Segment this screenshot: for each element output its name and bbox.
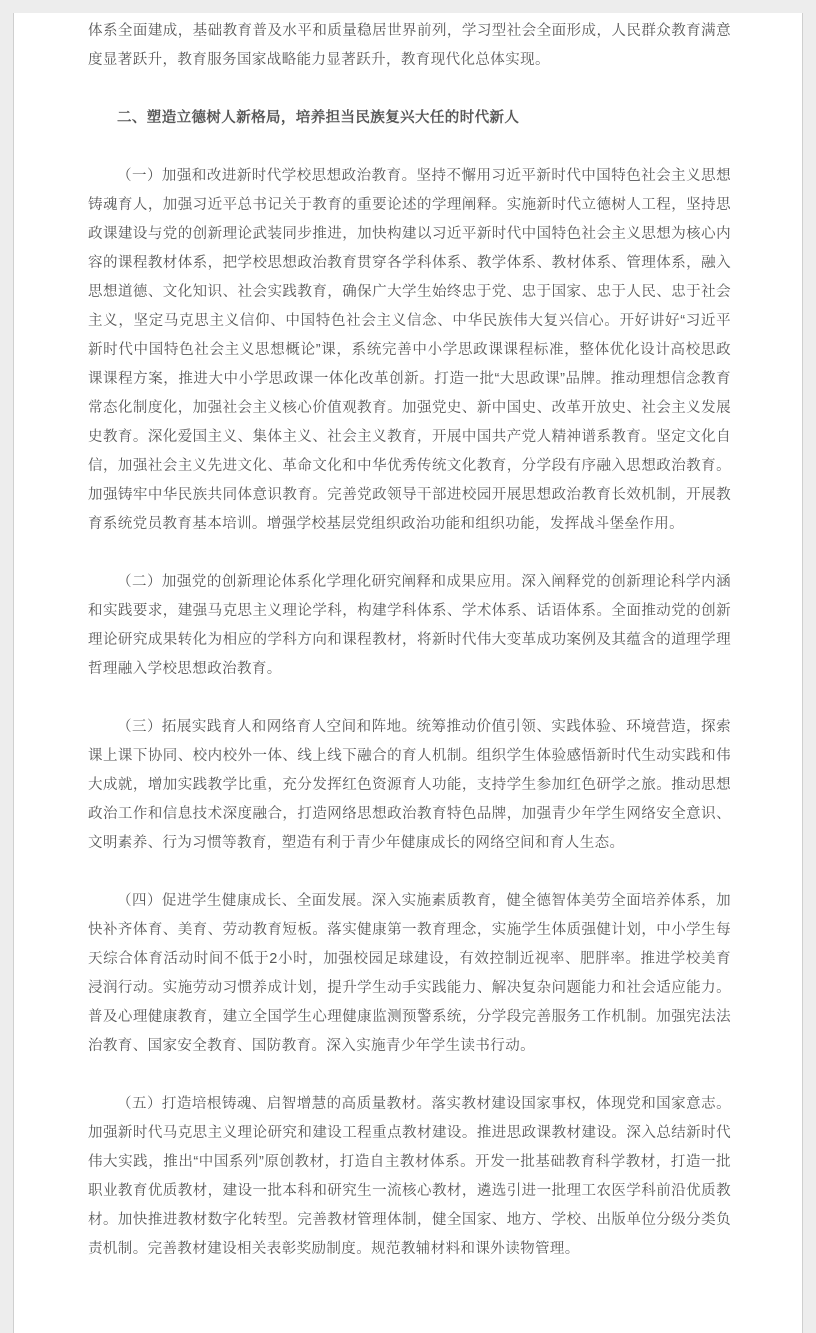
paragraph-continuation: 体系全面建成，基础教育普及水平和质量稳居世界前列，学习型社会全面形成，人民群众教育满意度显著跃升，教育服务国家战略能力显著跃升，教育现代化总体实现。	[88, 23, 731, 68]
paragraph-5: （五）打造培根铸魂、启智增慧的高质量教材。落实教材建设国家事权，体现党和国家意志。加强新时代马克思主义理论研究和建设工程重点教材建设。推进思政课教材建设。深入总结新时代伟大实践，推出“中国系列”原创教材，打造自主教材体系。开发一批基础教育科学教材，打造一批职业教育优质教材，建设一批本科和研究生一流核心教材，遴选引进一批理工农医学科前沿优质教材。加快推进教材数字化转型。完善教材管理体制，健全国家、地方、学校、出版单位分级分类负责机制。完善教材建设相关表彰奖励制度。规范教辅材料和课外读物管理。	[88, 1096, 731, 1257]
document-page	[13, 13, 803, 1333]
paragraph-4: （四）促进学生健康成长、全面发展。深入实施素质教育，健全德智体美劳全面培养体系，加快补齐体育、美育、劳动教育短板。落实健康第一教育理念，实施学生体质强健计划，中小学生每天综合体育活动时间不低于2小时，加强校园足球建设，有效控制近视率、肥胖率。推进学校美育浸润行动。实施劳动习惯养成计划，提升学生动手实践能力、解决复杂问题能力和社会适应能力。普及心理健康教育，建立全国学生心理健康监测预警系统，分学段完善服务工作机制。加强宪法法治教育、国家安全教育、国防教育。深入实施青少年学生读书行动。	[88, 893, 731, 1054]
paragraph-3: （三）拓展实践育人和网络育人空间和阵地。统筹推动价值引领、实践体验、环境营造，探索课上课下协同、校内校外一体、线上线下融合的育人机制。组织学生体验感悟新时代生动实践和伟大成就，增加实践教学比重，充分发挥红色资源育人功能，支持学生参加红色研学之旅。推动思想政治工作和信息技术深度融合，打造网络思想政治教育特色品牌，加强青少年学生网络安全意识、文明素养、行为习惯等教育，塑造有利于青少年健康成长的网络空间和育人生态。	[88, 719, 731, 851]
section-heading: 二、塑造立德树人新格局，培养担当民族复兴大任的时代新人	[117, 110, 520, 126]
paragraph-2: （二）加强党的创新理论体系化学理化研究阐释和成果应用。深入阐释党的创新理论科学内涵和实践要求，建强马克思主义理论学科，构建学科体系、学术体系、话语体系。全面推动党的创新理论研究成果转化为相应的学科方向和课程教材，将新时代伟大变革成功案例及其蕴含的道理学理哲理融入学校思想政治教育。	[88, 574, 731, 677]
paragraph-1: （一）加强和改进新时代学校思想政治教育。坚持不懈用习近平新时代中国特色社会主义思想铸魂育人，加强习近平总书记关于教育的重要论述的学理阐释。实施新时代立德树人工程，坚持思政课建设与党的创新理论武装同步推进，加快构建以习近平新时代中国特色社会主义思想为核心内容的课程教材体系，把学校思想政治教育贯穿各学科体系、教学体系、教材体系、管理体系，融入思想道德、文化知识、社会实践教育，确保广大学生始终忠于党、忠于国家、忠于人民、忠于社会主义，坚定马克思主义信仰、中国特色社会主义信念、中华民族伟大复兴信心。开好讲好“习近平新时代中国特色社会主义思想概论”课，系统完善中小学思政课课程标准，整体优化设计高校思政课课程方案，推进大中小学思政课一体化改革创新。打造一批“大思政课”品牌。推动理想信念教育常态化制度化，加强社会主义核心价值观教育。加强党史、新中国史、改革开放史、社会主义发展史教育。深化爱国主义、集体主义、社会主义教育，开展中国共产党人精神谱系教育。坚定文化自信，加强社会主义先进文化、革命文化和中华优秀传统文化教育，分学段有序融入思想政治教育。加强铸牢中华民族共同体意识教育。完善党政领导干部进校园开展思想政治教育长效机制，开展教育系统党员教育基本培训。增强学校基层党组织政治功能和组织功能，发挥战斗堡垒作用。	[88, 168, 731, 532]
